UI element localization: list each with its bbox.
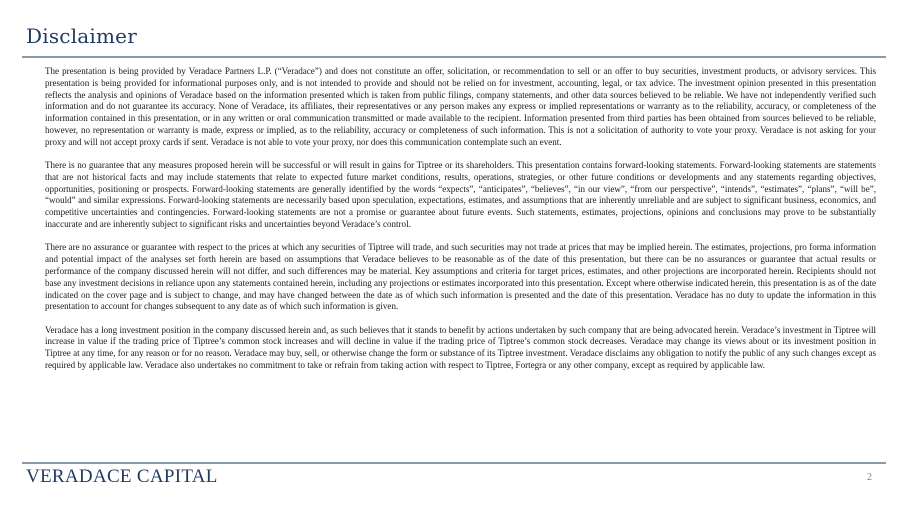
footer-divider [22,462,886,464]
disclaimer-paragraph: There is no guarantee that any measures proposed herein will be successful or will result in gains for Tiptree or its shareholders. This presentation contains forward-looking statements. Forward-looking statements are statements that are not historical facts and may include statements that relate to expected future market conditions, results, operations, strategies, or other future conditions or developments and any statements regarding objectives, opportunities, positioning or prospects. Forward-looking statements are generally identified by the words “expects”, “anticipates”, “believes”, “in our view”, “from our perspective”, “intends”, “estimates”, “plans”, “will be”, “would” and similar expressions. Forward-looking statements are necessarily based upon speculation, expectations, estimates, and assumptions that are inherently unreliable and are subject to significant business, economics, and competitive uncertainties and contingencies. Forward-looking statements are not a promise or guarantee about future events. Such statements, estimates, projections, opinions and conclusions may prove to be substantially inaccurate and are inherently subject to significant risks and uncertainties beyond Veradace’s control. [45,160,876,230]
page-number: 2 [867,472,872,483]
page-title: Disclaimer [26,24,137,48]
disclaimer-paragraph: The presentation is being provided by Veradace Partners L.P. (“Veradace”) and does not constitute an offer, solicitation, or recommendation to sell or an offer to buy securities, investment products, or advisory services. This presentation is being provided for informational purposes only, and is not intended to provide and should not be relied on for investment, accounting, legal, or tax advice. The investment opinion presented in this presentation reflects the analysis and opinions of Veradace based on the information presented which is taken from public filings, company statements, and other data sources believed to be reliable. We have not independently verified such information and do not guarantee its accuracy. None of Veradace, its affiliates, their representatives or any person makes any express or implied representations or warranty as to the reliability, accuracy, or completeness of the information contained in this presentation, or in any written or oral communication transmitted or made available to the recipient. Information presented from third parties has been obtained from sources believed to be reliable, however, no representation or warranty is made, express or implied, as to the reliability, accuracy or completeness of such information. This is not a solicitation of authority to vote your proxy. Veradace is not asking for your proxy and will not accept proxy cards if sent. Veradace is not able to vote your proxy, nor does this communication contemplate such an event. [45,66,876,147]
disclaimer-paragraph: Veradace has a long investment position in the company discussed herein and, as such believes that it stands to benefit by actions undertaken by such company that are being advocated herein. Veradace’s investment in Tiptree will increase in value if the trading price of Tiptree’s common stock increases and will decline in value if the trading price of Tiptree’s common stock decreases. Veradace may change its views about or its investment position in Tiptree at any time, for any reason or for no reason. Veradace may buy, sell, or otherwise change the form or substance of its Tiptree investment. Veradace disclaims any obligation to notify the public of any such changes except as required by applicable law. Veradace also undertakes no commitment to take or refrain from taking action with respect to Tiptree, Fortegra or any other company, except as required by applicable law. [45,324,876,371]
title-divider [22,56,886,58]
disclaimer-body [45,66,876,383]
disclaimer-paragraph: There are no assurance or guarantee with respect to the prices at which any securities of Tiptree will trade, and such securities may not trade at prices that may be implied herein. The estimates, projections, pro forma information and potential impact of the analyses set forth herein are based on assumptions that Veradace believes to be reasonable as of the date of this presentation, but there can be no assurances or guarantee that actual results or performance of the company discussed herein will not differ, and such differences may be material. Key assumptions and criteria for target prices, estimates, and other projections are incorporated herein. Recipients should not base any investment decisions in reliance upon any statements contained herein, including any projections or estimates incorporated into this presentation. Except where otherwise indicated herein, this presentation is as of the date indicated on the cover page and is subject to change, and may have changed between the date as of which such information is presented and the date of this presentation. Veradace has no duty to update the information in this presentation to account for changes subsequent to any date as of which such information is given. [45,242,876,312]
footer-brand-logo: VERADACE CAPITAL [26,466,218,487]
